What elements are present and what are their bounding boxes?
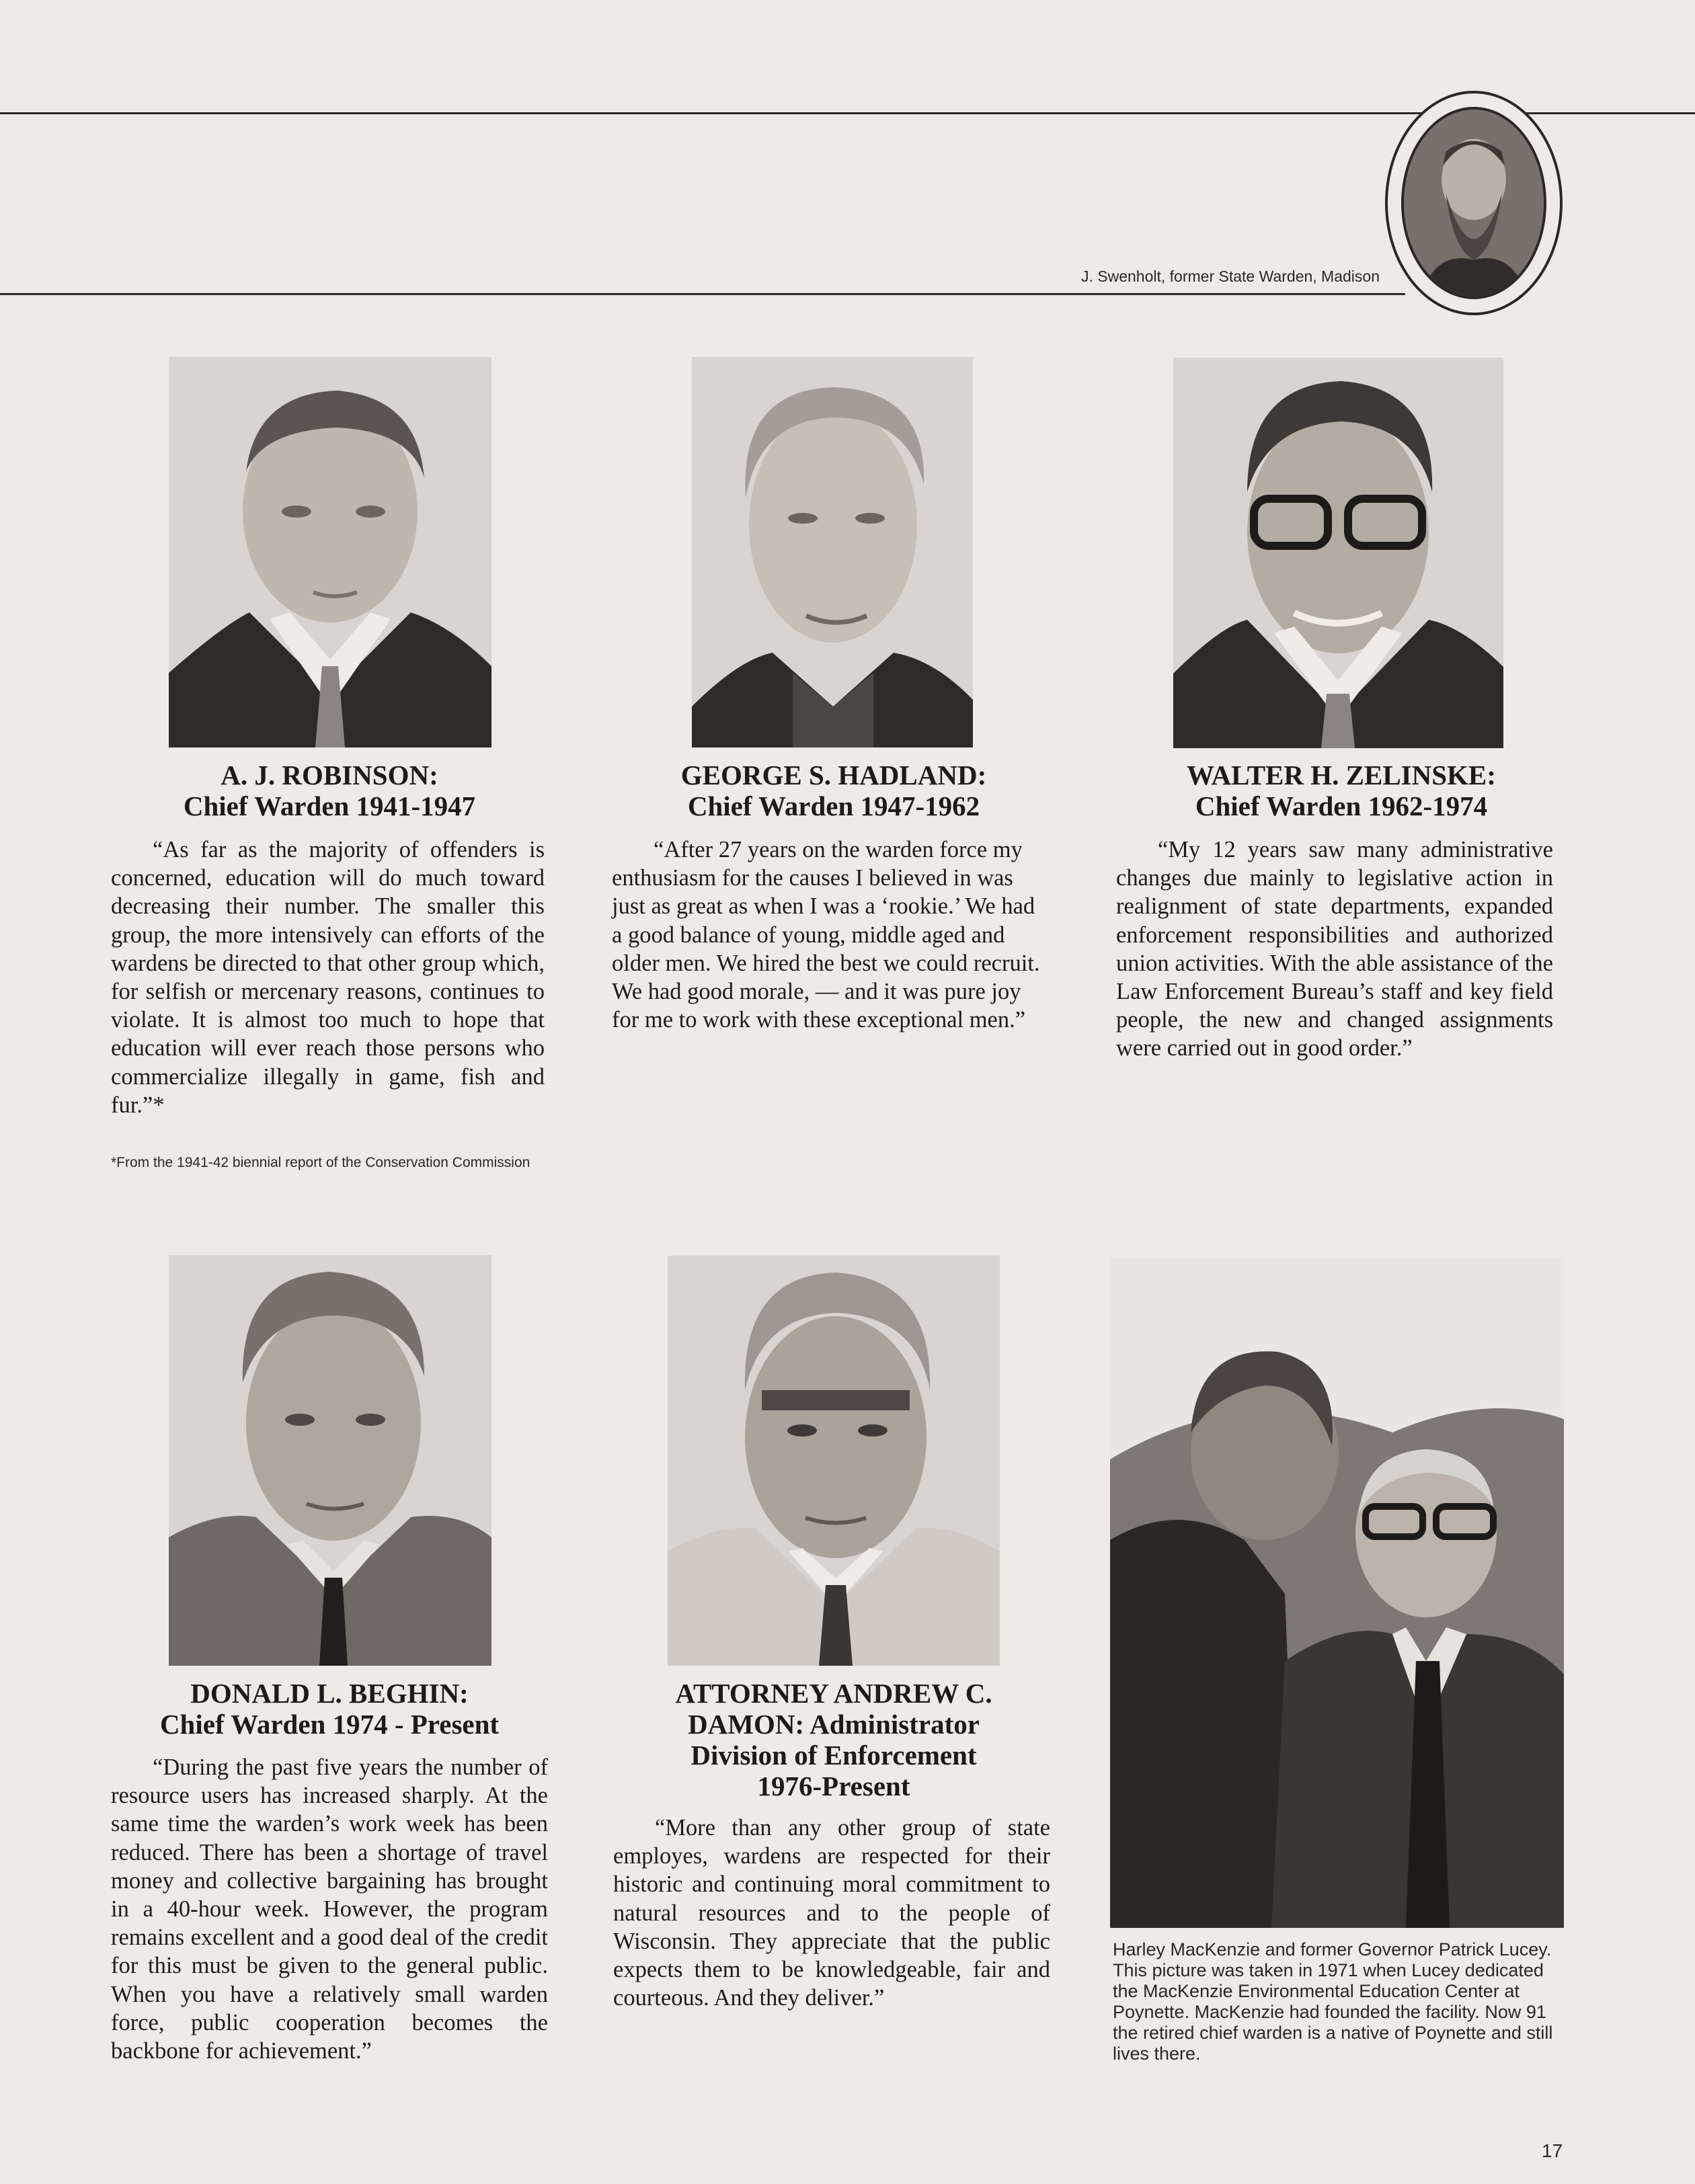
beghin-quote-text: “During the past five years the number of resource users has increased sharply. At the same time the warden’s work week has been reduced. There has been a shortage of travel money and collective bargaining has brought in a 40-hour week. However, the program remains excellent and a good deal of the credit for this must be given to the general public. When you have a relatively small warden force, public cooperation becomes the backbone for achievement.” xyxy=(111,1754,548,2064)
zelinske-quote xyxy=(1116,836,1553,1063)
zelinske-name xyxy=(1109,760,1573,821)
damon-years: 1976-Present xyxy=(757,1771,910,1802)
hadland-name-line1: GEORGE S. HADLAND: xyxy=(680,760,987,791)
beghin-title: Chief Warden 1974 - Present xyxy=(159,1709,500,1740)
damon-name-line2: DAMON: Administrator xyxy=(688,1709,980,1740)
damon-name-line1: ATTORNEY ANDREW C. xyxy=(675,1678,992,1709)
swenholt-oval-frame xyxy=(1385,91,1563,315)
beghin-name xyxy=(101,1678,558,1740)
damon-quote xyxy=(613,1814,1050,2012)
robinson-name xyxy=(114,760,545,821)
damon-title: Division of Enforcement xyxy=(691,1740,977,1771)
beghin-photo xyxy=(169,1255,491,1666)
damon-quote-text: “More than any other group of state employes, wardens are respected for their historic and continuing moral commitment to natural resources and to the people of Wisconsin. They appreciate that the public expects them to be knowledgeable, fair and courteous. And they deliver.” xyxy=(613,1815,1050,2011)
robinson-footnote: *From the 1941-42 biennial report of the Conservation Commission xyxy=(111,1155,530,1170)
mackenzie-lucey-photo xyxy=(1110,1258,1564,1928)
robinson-title: Chief Warden 1941-1947 xyxy=(183,791,476,821)
robinson-quote-text: “As far as the majority of offenders is concerned, education will do much toward decreasing their number. The smaller this group, the more intensively can efforts of the wardens be directed to that other group which, for selfish or mercenary reasons, continues to violate. It is almost too much to hope that education will ever reach those persons who commercialize illegally in game, fish and fur.”* xyxy=(111,837,545,1118)
robinson-name-line1: A. J. ROBINSON: xyxy=(221,760,438,791)
beghin-quote xyxy=(111,1753,548,2065)
hadland-title: Chief Warden 1947-1962 xyxy=(687,791,980,821)
header-rule-bottom xyxy=(0,293,1405,295)
swenholt-portrait xyxy=(1401,107,1546,299)
zelinske-photo xyxy=(1173,358,1503,748)
damon-photo xyxy=(668,1256,1000,1666)
page-number: 17 xyxy=(1542,2140,1563,2161)
hadland-quote-text: “After 27 years on the warden force my enthusiasm for the causes I believed in was just as great as when I was a ‘rookie.’ We had a good balance of young, middle aged and older men. We hired the best we could recruit. We had good morale, — and it was pure joy for me to work with these exceptional men.” xyxy=(612,837,1040,1033)
robinson-quote xyxy=(111,836,545,1119)
hadland-quote xyxy=(612,836,1049,1034)
damon-name xyxy=(605,1678,1062,1802)
hadland-name xyxy=(605,760,1062,821)
zelinske-name-line1: WALTER H. ZELINSKE: xyxy=(1187,760,1496,791)
zelinske-quote-text: “My 12 years saw many administrative changes due mainly to legislative action in realignment of state departments, expanded enforcement responsibilities and authorized union activities. With the able assistance of the Law Enforcement Bureau’s staff and key field people, the new and changed assignments were carried out in good order.” xyxy=(1116,837,1553,1061)
swenholt-caption: J. Swenholt, former State Warden, Madison xyxy=(1080,268,1380,285)
robinson-photo xyxy=(169,357,491,747)
beghin-name-line1: DONALD L. BEGHIN: xyxy=(190,1678,469,1709)
zelinske-title: Chief Warden 1962-1974 xyxy=(1195,791,1488,821)
mackenzie-lucey-caption: Harley MacKenzie and former Governor Patrick Lucey. This picture was taken in 1971 when Lucey dedicated the MacKenzie Environmental Education Center at Poynette. MacKenzie had founded the facility. Now 91 the retired chief warden is a native of Poynette and still lives there. xyxy=(1113,1939,1553,2064)
hadland-photo xyxy=(692,357,973,747)
